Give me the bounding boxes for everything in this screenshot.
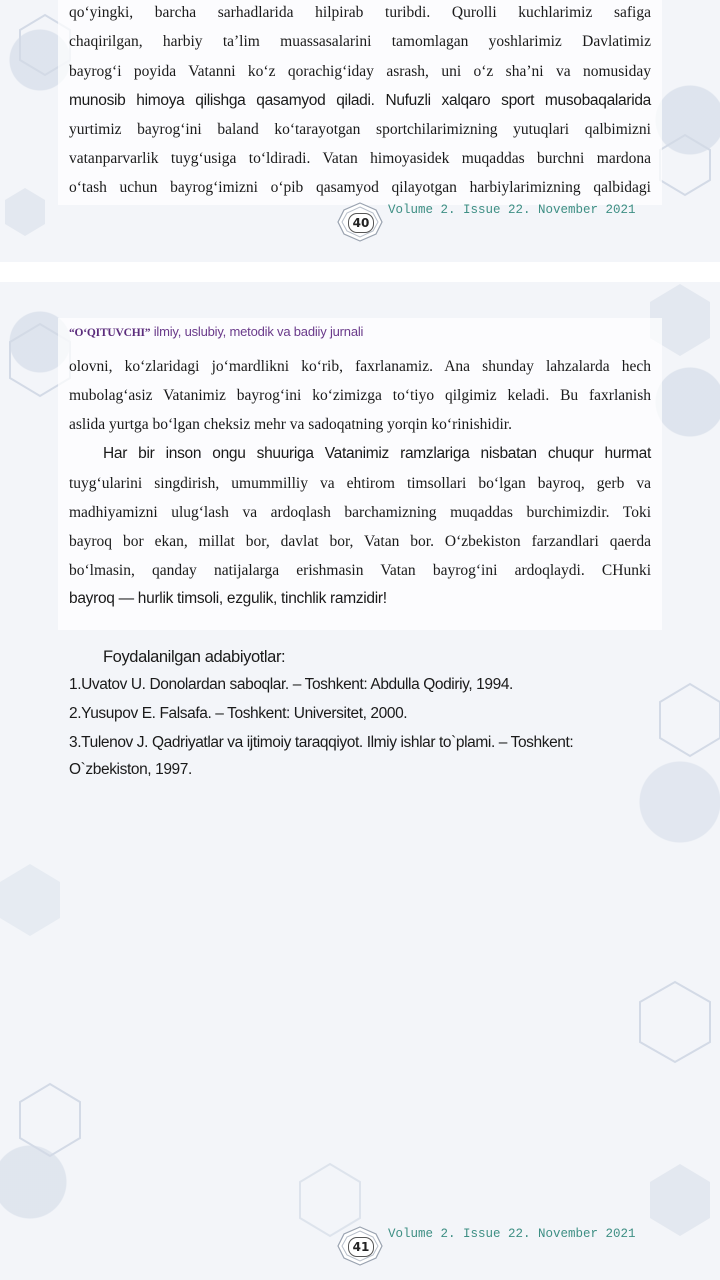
text-line: bo‘lmasin, qanday natijalarga erishmasin Vatan bayrog‘ini ardoqlaydi. CHunki	[69, 562, 651, 579]
text-line: aslida yurtga bo‘lgan cheksiz mehr va sadoqatning yorqin ko‘rinishidir.	[69, 416, 512, 433]
page-40	[0, 0, 720, 262]
page-41	[0, 282, 720, 1280]
text-line: qo‘yingki, barcha sarhadlarida hilpirab turibdi. Qurolli kuchlarimiz safiga	[69, 4, 651, 21]
journal-subtitle: ilmiy, uslubiy, metodik va badiiy jurnali	[150, 324, 364, 339]
text-line: bayroq bor ekan, millat bor, davlat bor, Vatan bor. O‘zbekiston farzandlari qaerda	[69, 533, 651, 550]
text-line: Har bir inson ongu shuuriga Vatanimiz ramzlariga nisbatan chuqur hurmat	[103, 445, 651, 462]
volume-info: Volume 2. Issue 22. November 2021	[388, 203, 636, 217]
volume-info: Volume 2. Issue 22. November 2021	[388, 1227, 636, 1241]
page-number: 40	[348, 213, 374, 233]
text-line: yurtimiz bayrog‘ini baland ko‘tarayotgan sportchilarimizning yutuqlari qalbimizni	[69, 121, 651, 138]
journal-brand: “O‘QITUVCHI”	[69, 327, 151, 339]
text-line: bayroq — hurlik timsoli, ezgulik, tinchlik ramzidir!	[69, 590, 387, 607]
reference-item: 3.Tulenov J. Qadriyatlar va ijtimoiy taraqqiyot. Ilmiy ishlar to`plami. – Toshkent:	[69, 734, 574, 751]
text-line: bayrog‘i poyida Vatanni ko‘z qorachig‘iday asrash, uni o‘z sha’ni va nomusiday	[69, 63, 651, 80]
journal-header	[69, 324, 363, 339]
text-line: o‘tash uchun bayrog‘imizni o‘pib qasamyod qilayotgan harbiylarimizning qalbidagi	[69, 179, 651, 196]
page-footer	[0, 1226, 720, 1266]
text-line: vatanparvarlik tuyg‘usiga to‘ldiradi. Vatan himoyasidek muqaddas burchni mardona	[69, 150, 651, 167]
text-line: munosib himoya qilishga qasamyod qiladi. Nufuzli xalqaro sport musobaqalarida	[69, 92, 651, 109]
text-line: tuyg‘ularini singdirish, umummilliy va ehtirom timsollari bo‘lgan bayroq, gerb va	[69, 475, 651, 492]
reference-item: 1.Uvatov U. Donolardan saboqlar. – Toshkent: Abdulla Qodiriy, 1994.	[69, 676, 513, 693]
text-line: olovni, ko‘zlaridagi jo‘mardlikni ko‘rib, faxrlanamiz. Ana shunday lahzalarda hech	[69, 358, 651, 375]
reference-item: 2.Yusupov E. Falsafa. – Toshkent: Universitet, 2000.	[69, 705, 408, 722]
text-line: chaqirilgan, harbiy ta’lim muassasalarini tamomlagan yoshlarimiz Davlatimiz	[69, 33, 651, 50]
text-line: madhiyamizni ulug‘lash va ardoqlash barchamizning muqaddas burchimizdir. Toki	[69, 504, 651, 521]
page-footer	[0, 202, 720, 242]
references-title: Foydalanilgan adabiyotlar:	[103, 648, 286, 666]
page-number: 41	[348, 1237, 374, 1257]
reference-item: O`zbekiston, 1997.	[69, 761, 192, 778]
page-separator	[0, 262, 720, 282]
text-line: mubolag‘asiz Vatanimiz bayrog‘ini ko‘zimizga to‘tiyo qilgimiz keladi. Bu faxrlanish	[69, 387, 651, 404]
